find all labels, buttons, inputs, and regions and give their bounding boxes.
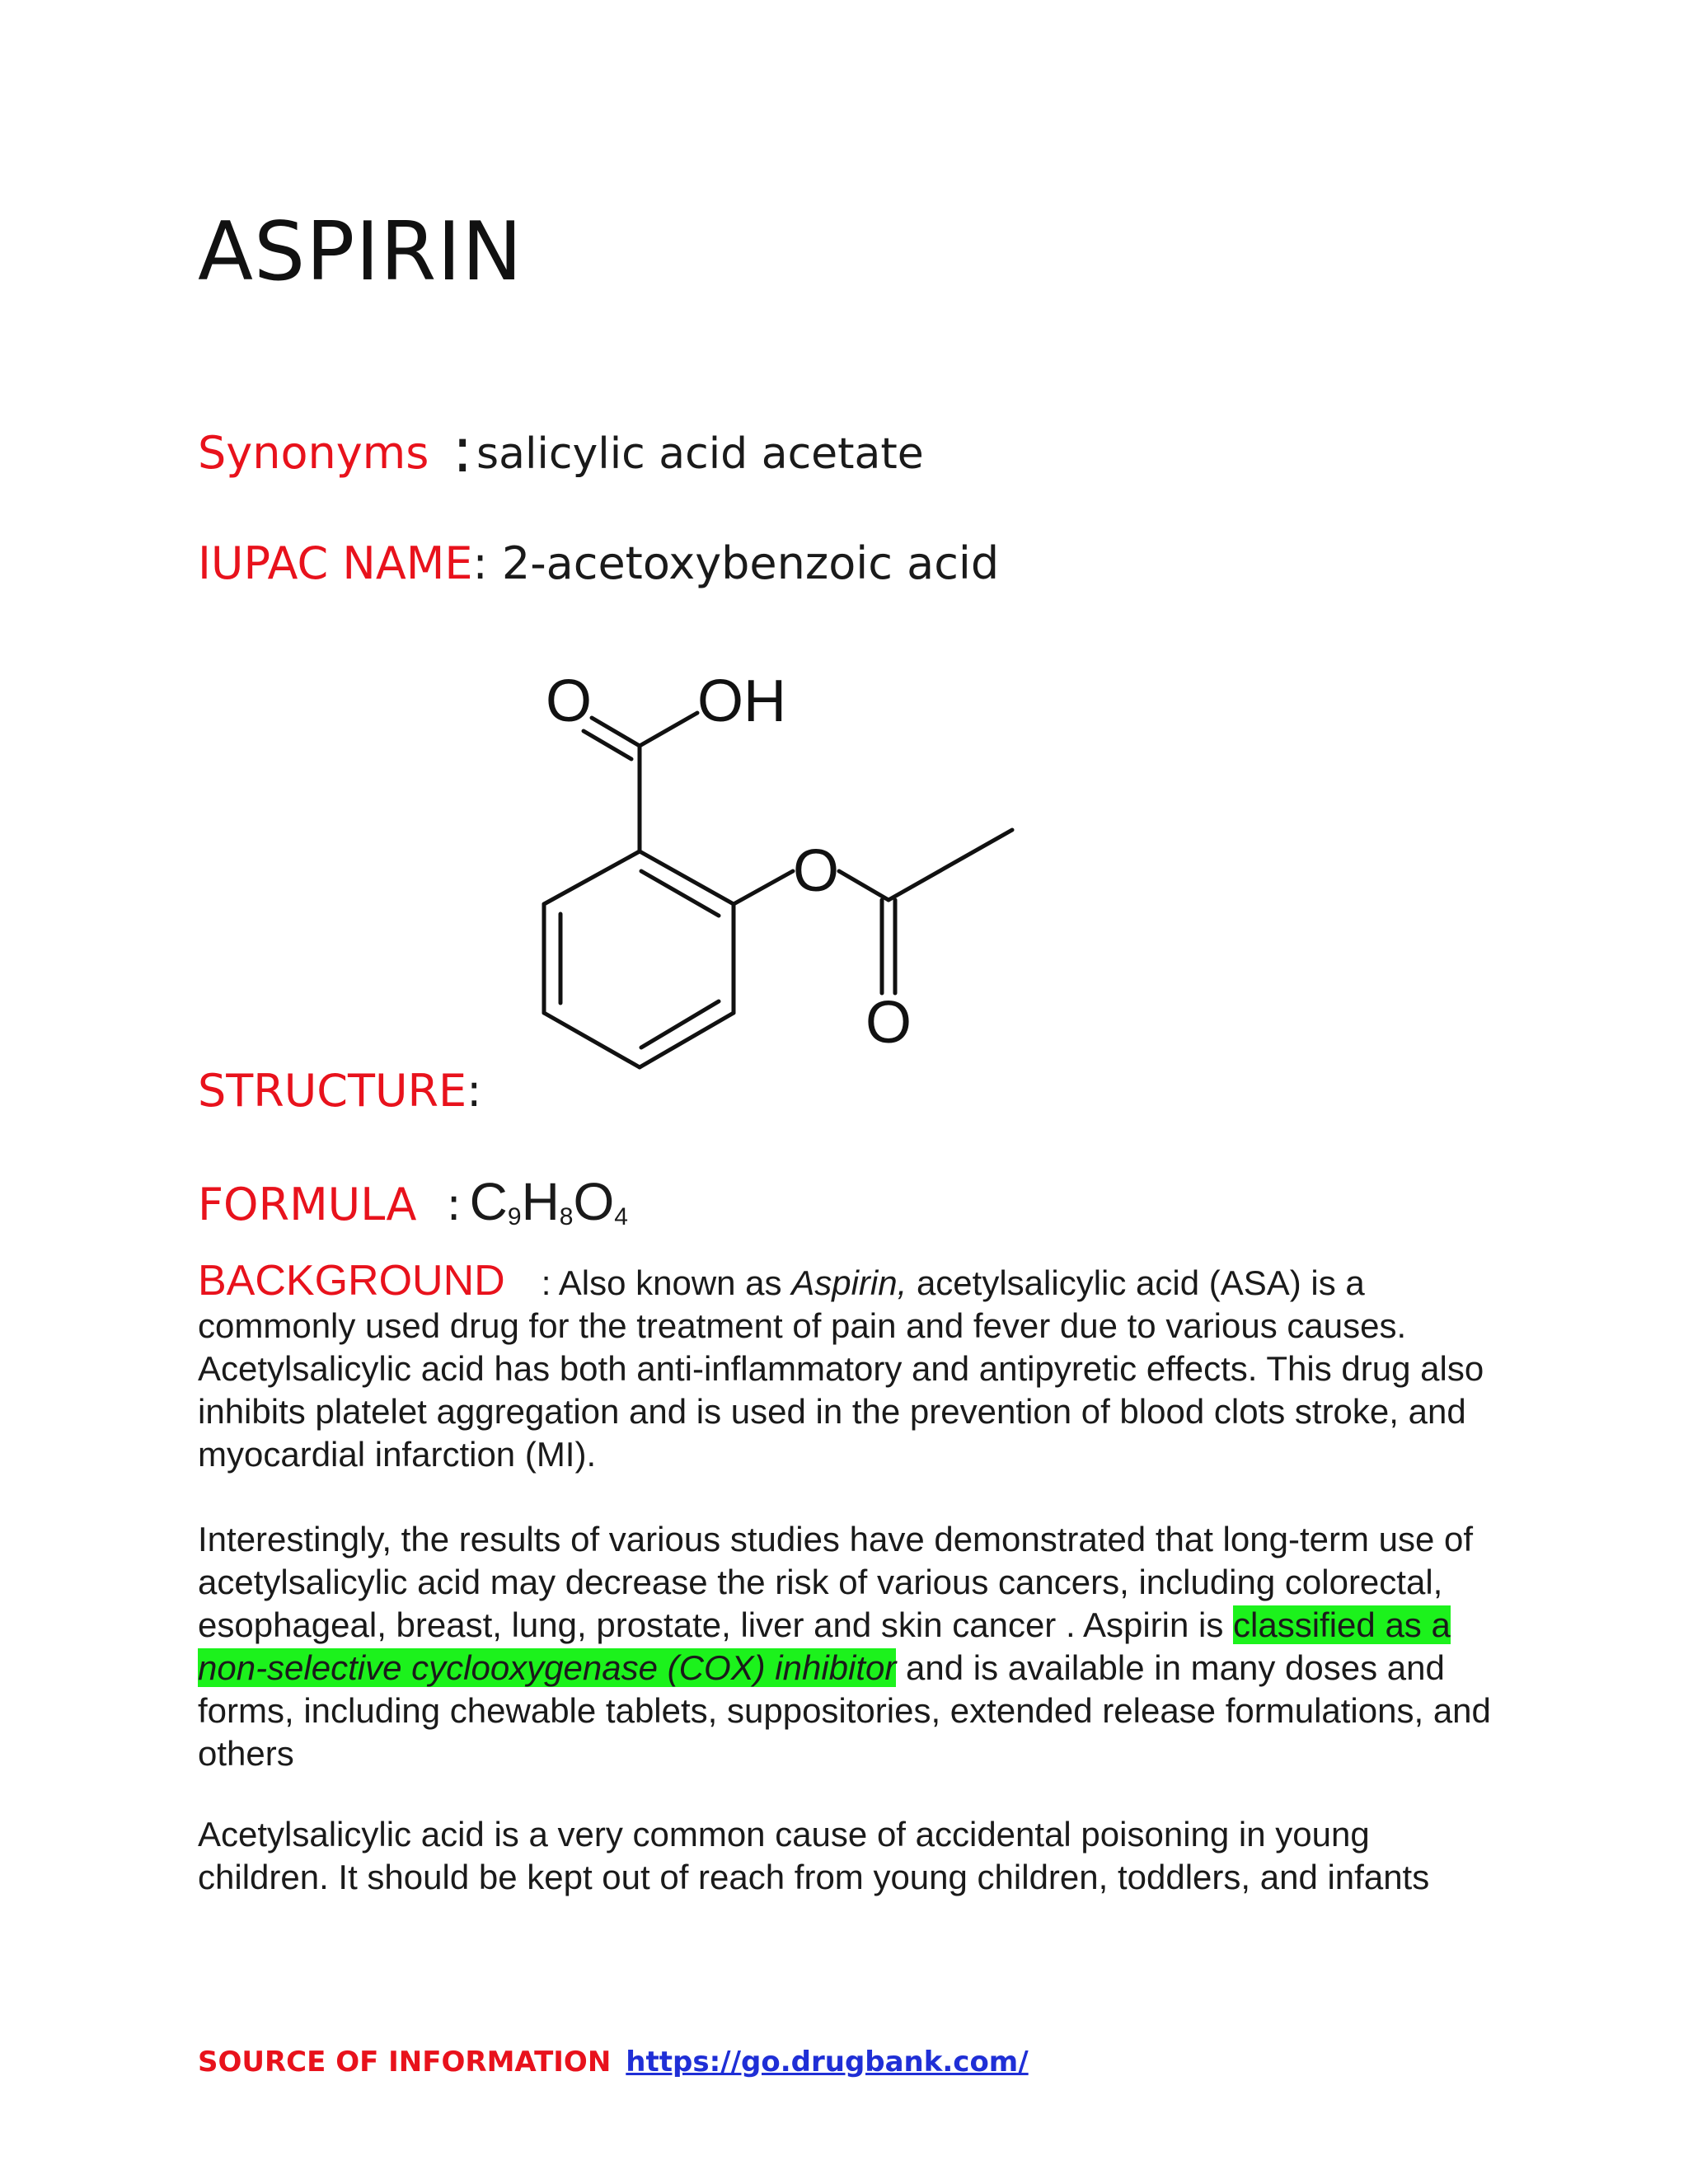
background-label: BACKGROUND [198,1257,505,1305]
synonyms-colon: : [452,413,474,486]
paragraph-2-text-a: Interestingly, the results of various studies have demonstrated that long-term use of acetylsalicylic acid may decrease the risk of various cancers, including colorectal, esophageal, breast, lung, prostate, liver and skin cancer . Aspirin is [198,1520,1474,1644]
ring-double-bond [641,871,719,916]
formula-oxygen: O [573,1172,615,1231]
iupac-row [198,537,999,591]
synonyms-value: salicylic acid acetate [476,429,924,479]
structure-row [198,1065,481,1118]
iupac-label: IUPAC NAME [198,537,473,589]
ester-bond [839,871,889,900]
carbonyl-oxygen-atom: O [545,668,593,734]
ring-bond [544,851,640,904]
formula-colon: : [446,1179,462,1230]
acetyl-oxygen-atom: O [865,990,912,1056]
hydroxyl-group-atom: OH [697,668,786,734]
background-paragraph-2 [198,1518,1500,1775]
formula-carbon: C [469,1172,508,1231]
background-text-a: : Also known as [541,1263,792,1302]
aspirin-structure-diagram [495,639,1071,1084]
formula-label: FORMULA [198,1179,417,1230]
formula-hydrogen: H [521,1172,560,1231]
source-label: SOURCE OF INFORMATION [198,2046,612,2079]
iupac-value: 2-acetoxybenzoic acid [487,537,1000,589]
formula-hydrogen-count: 8 [559,1203,574,1230]
ester-bond [734,871,793,904]
synonyms-row [198,409,924,484]
highlighted-text-italic: non-selective cyclooxygenase (COX) inhibitor [198,1648,897,1687]
c-oh-bond [640,713,697,746]
source-row [198,2046,1029,2079]
ester-oxygen-atom: O [792,838,840,904]
background-paragraph-3: Acetylsalicylic acid is a very common cause of accidental poisoning in young children. It should be kept out of reach from young children, toddlers, and infants [198,1815,1430,1896]
source-link[interactable]: https://go.drugbank.com/ [626,2046,1029,2079]
structure-label: STRUCTURE [198,1065,467,1117]
highlighted-text-plain: classified as a [1233,1605,1451,1644]
formula-carbon-count: 9 [507,1203,522,1230]
iupac-colon: : [472,537,488,589]
structure-colon: : [467,1065,482,1117]
ring-bond [544,1013,640,1067]
formula-oxygen-count: 4 [614,1203,628,1230]
page-title: ASPIRIN [198,205,523,299]
methyl-bond [889,830,1012,900]
background-aspirin-italic: Aspirin, [791,1263,907,1302]
ring-double-bond [641,1001,719,1047]
formula-value [470,1172,628,1231]
paragraph-2-text-b: and is available in many doses and forms, including chewable tablets, suppositories, extended release formulations, and others [198,1648,1491,1773]
synonyms-label: Synonyms [198,427,429,479]
background-text-b: acetylsalicylic acid (ASA) is a commonly used drug for the treatment of pain and fever due to various causes. Acetylsalicylic acid has both anti-inflammatory and antipyretic effects. This drug also inhibits platelet aggregation and is used in the prevention of blood clots stroke, and myocardial infarction (MI). [198,1263,1484,1474]
background-paragraph-1 [198,1259,1500,1476]
formula-row [198,1170,628,1234]
